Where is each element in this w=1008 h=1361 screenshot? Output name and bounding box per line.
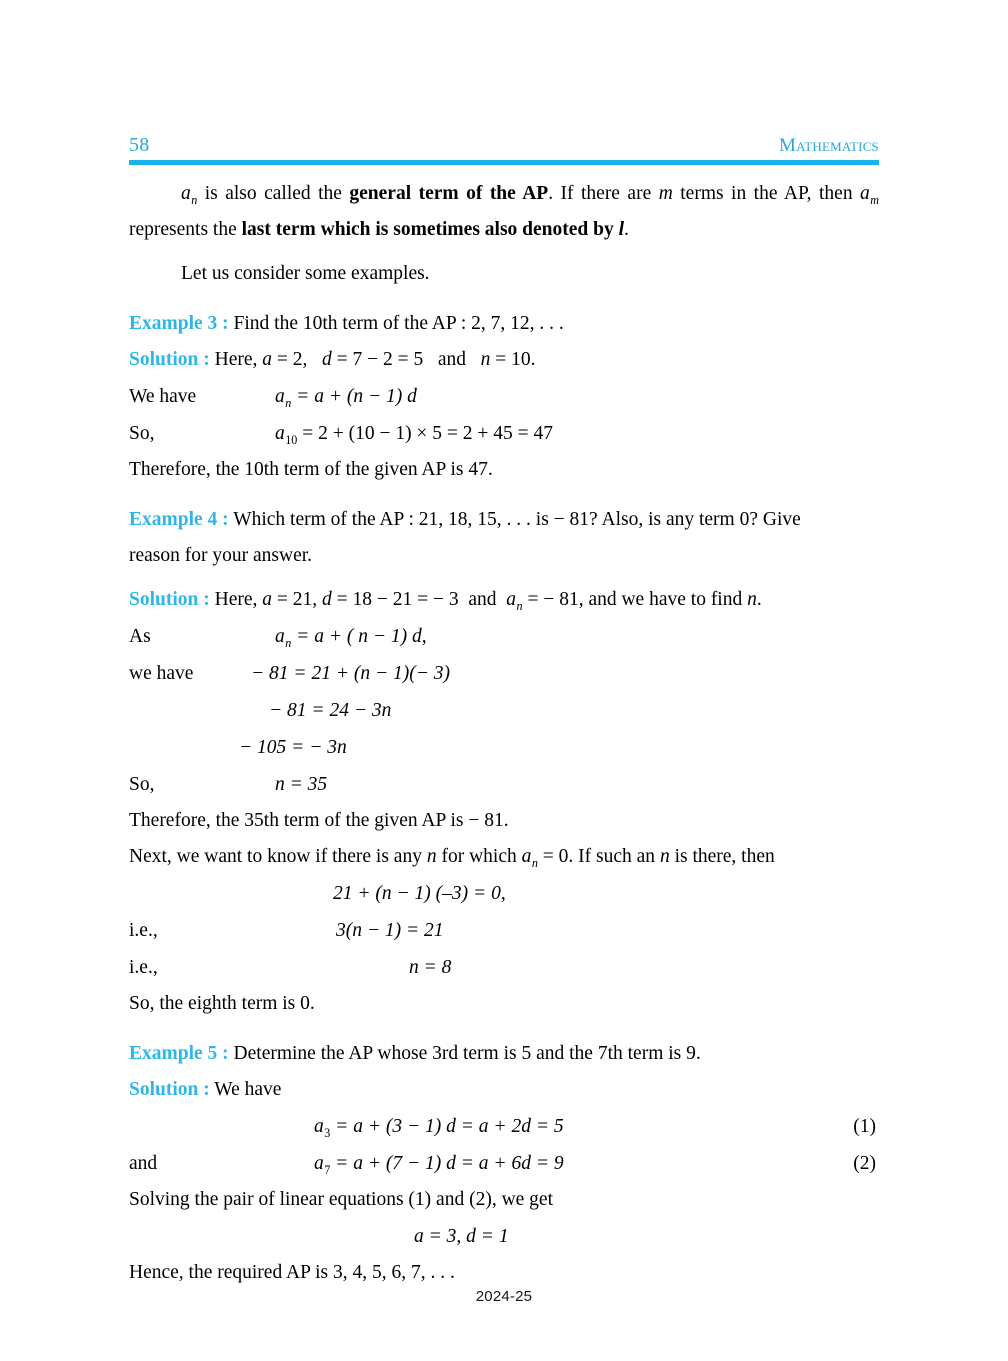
example-4-row-2-lead: we have [129, 663, 194, 684]
example-4-row-4 [129, 729, 879, 766]
example-4-centered-equation: 21 + (n − 1) (–3) = 0, [333, 883, 506, 904]
example-4-ie-equation-1: 3(n − 1) = 21 [336, 920, 444, 941]
example-3-solution-label: Solution : [129, 349, 210, 370]
eq-rest: = 2 + (10 − 1) × 5 = 2 + 45 = 47 [297, 423, 554, 444]
example-4-row-5 [129, 766, 879, 803]
example-4-row-3-equation: − 81 = 24 − 3n [269, 700, 392, 721]
example-5-hence-line [129, 1255, 879, 1291]
intro-text-4: represents the [129, 219, 242, 240]
eq-a: a [314, 1116, 324, 1137]
example-5-equation-row-2 [129, 1145, 879, 1182]
example-4-label: Example 4 : [129, 509, 229, 530]
example-4-a-value: = 21, [272, 589, 318, 610]
example-4-conclusion-text: Therefore, the 35th term of the given AP is − 81. [129, 810, 509, 831]
example-5-solution-text: We have [214, 1079, 282, 1100]
example-4-solution-end: . [756, 589, 762, 610]
intro-text-1: is also called the [197, 183, 350, 204]
example-4-next-text-3: = 0. If such an [537, 846, 660, 867]
example-5-statement: Determine the AP whose 3rd term is 5 and the 7th term is 9. [233, 1043, 701, 1064]
example-4-row-1-equation [275, 618, 427, 655]
example-5-label: Example 5 : [129, 1043, 229, 1064]
example-5-heading [129, 1036, 879, 1072]
intro-am-symbol: a [860, 183, 870, 204]
example-5-eq2-lead: and [129, 1153, 158, 1174]
page-body [129, 176, 879, 1291]
example-5-solution-line [129, 1072, 879, 1108]
eq-a-subscript: 3 [324, 1126, 331, 1141]
example-4-final [129, 986, 879, 1022]
example-4-row-1-lead: As [129, 626, 151, 647]
example-3-n-value: = 10. [490, 349, 536, 370]
example-4-next-a: a [521, 846, 532, 867]
example-3-heading [129, 306, 879, 342]
eq-a: a [275, 423, 285, 444]
intro-bold-l: l [618, 219, 625, 240]
example-5-equation-row-1 [129, 1108, 879, 1145]
intro-text-3: terms in the AP, then [672, 183, 853, 204]
footer-year: 2024-25 [475, 1288, 533, 1305]
example-4-next-a-subscript: n [531, 856, 538, 871]
example-3-conclusion-text: Therefore, the 10th term of the given AP is 47. [129, 459, 493, 480]
page-number: 58 [129, 134, 150, 156]
intro-line-3 [129, 256, 879, 292]
example-4-an: a [506, 589, 517, 610]
header-rule [129, 160, 879, 165]
example-4-and: and [468, 589, 497, 610]
example-3-a-value: = 2, [272, 349, 308, 370]
intro-paragraph [129, 176, 879, 248]
example-3-and: and [437, 349, 467, 370]
example-5-solution-label: Solution : [129, 1079, 210, 1100]
intro-line-3-text: Let us consider some examples. [181, 263, 430, 284]
example-5-solving-text: Solving the pair of linear equations (1) and (2), we get [129, 1189, 554, 1210]
example-4-heading [129, 502, 879, 538]
example-3-conclusion [129, 452, 879, 488]
example-4-an-value: = − 81, and we have to find [522, 589, 748, 610]
example-3-row-1-equation [275, 378, 417, 415]
example-5-eq2 [314, 1145, 564, 1182]
intro-text-2: . If there are [548, 183, 659, 204]
example-4-n: n [747, 589, 757, 610]
spacer [129, 488, 879, 502]
eq-a-subscript: n [285, 396, 292, 411]
intro-am-subscript: m [870, 193, 880, 208]
example-3-row-1-lead: We have [129, 386, 197, 407]
example-3-row-2-equation [275, 415, 553, 452]
example-3-d-value: = 7 − 2 = 5 [331, 349, 424, 370]
example-4-next-n-2: n [659, 846, 670, 867]
eq-rest: = a + (3 − 1) d = a + 2d = 5 [330, 1116, 564, 1137]
example-3-row-2 [129, 415, 879, 452]
example-3-statement: Find the 10th term of the AP : 2, 7, 12, . . . [233, 313, 564, 334]
example-3-d: d [322, 349, 332, 370]
example-4-next-text-1: Next, we want to know if there is any [129, 846, 427, 867]
spacer [129, 248, 879, 256]
example-4-next-text-4: is there, then [669, 846, 775, 867]
example-3-row-1 [129, 378, 879, 415]
spacer [129, 292, 879, 306]
example-4-row-5-equation: n = 35 [275, 774, 328, 795]
example-4-d-value: = 18 − 21 = − 3 [331, 589, 459, 610]
example-4-final-text: So, the eighth term is 0. [129, 993, 315, 1014]
example-4-statement-line-1: Which term of the AP : 21, 18, 15, . . . is − 81? Also, is any term 0? Give [233, 509, 801, 530]
example-4-solution-label: Solution : [129, 589, 210, 610]
eq-rest: = a + (7 − 1) d = a + 6d = 9 [330, 1153, 564, 1174]
example-5-result: a = 3, d = 1 [414, 1226, 509, 1247]
eq-a-subscript: n [285, 636, 292, 651]
example-3-n: n [480, 349, 491, 370]
intro-bold-1: general term of the AP [349, 183, 549, 204]
example-4-ie-lead-2: i.e., [129, 957, 158, 978]
example-4-row-5-lead: So, [129, 774, 155, 795]
example-4-solution-here: Here, [214, 589, 263, 610]
example-4-next-line [129, 839, 879, 875]
example-4-row-2 [129, 655, 879, 692]
example-5-hence-text: Hence, the required AP is 3, 4, 5, 6, 7, . . . [129, 1262, 455, 1283]
eq-rest: = a + ( n − 1) d, [291, 626, 427, 647]
example-3-a: a [262, 349, 272, 370]
spacer [129, 1022, 879, 1036]
example-4-ie-lead-1: i.e., [129, 920, 158, 941]
eq-a: a [314, 1153, 324, 1174]
example-4-next-n: n [426, 846, 437, 867]
example-3-label: Example 3 : [129, 313, 229, 334]
example-4-ie-row-1 [129, 912, 879, 949]
example-3-row-2-lead: So, [129, 423, 155, 444]
example-4-statement-line-2: reason for your answer. [129, 545, 313, 566]
example-4-row-2-equation: − 81 = 21 + (n − 1)(− 3) [251, 663, 451, 684]
example-4-ie-equation-2: n = 8 [409, 957, 452, 978]
example-5-eq2-number: (2) [853, 1153, 876, 1174]
example-4-an-subscript: n [516, 599, 523, 614]
example-4-row-1 [129, 618, 879, 655]
example-5-solving-line [129, 1182, 879, 1218]
example-4-conclusion [129, 803, 879, 839]
eq-a: a [275, 386, 285, 407]
example-5-eq1 [314, 1108, 564, 1145]
intro-a-symbol: a [181, 183, 191, 204]
intro-m-symbol: m [658, 183, 673, 204]
intro-bold-2: last term which is sometimes also denoted by [241, 219, 619, 240]
eq-rest: = a + (n − 1) d [291, 386, 417, 407]
page-footer [0, 1288, 1008, 1305]
intro-a-subscript: n [191, 193, 198, 208]
example-5-eq1-number: (1) [853, 1116, 876, 1137]
example-3-solution-here: Here, [214, 349, 263, 370]
eq-a-subscript: 10 [285, 433, 298, 448]
example-4-next-text-2: for which [436, 846, 522, 867]
example-4-ie-row-2 [129, 949, 879, 986]
example-5-result-row [129, 1218, 879, 1255]
eq-a-subscript: 7 [324, 1163, 331, 1178]
spacer [129, 574, 879, 582]
running-head-subject: Mathematics [779, 135, 879, 156]
example-4-statement-line-2-row [129, 538, 879, 574]
intro-text-5: . [624, 219, 629, 240]
eq-a: a [275, 626, 285, 647]
example-4-a: a [262, 589, 272, 610]
example-3-solution-line [129, 342, 879, 378]
example-4-solution-line [129, 582, 879, 618]
example-4-d: d [322, 589, 332, 610]
example-4-row-4-equation: − 105 = − 3n [239, 737, 347, 758]
example-4-row-3 [129, 692, 879, 729]
running-head [129, 134, 879, 162]
example-4-centered-equation-row [129, 875, 879, 912]
